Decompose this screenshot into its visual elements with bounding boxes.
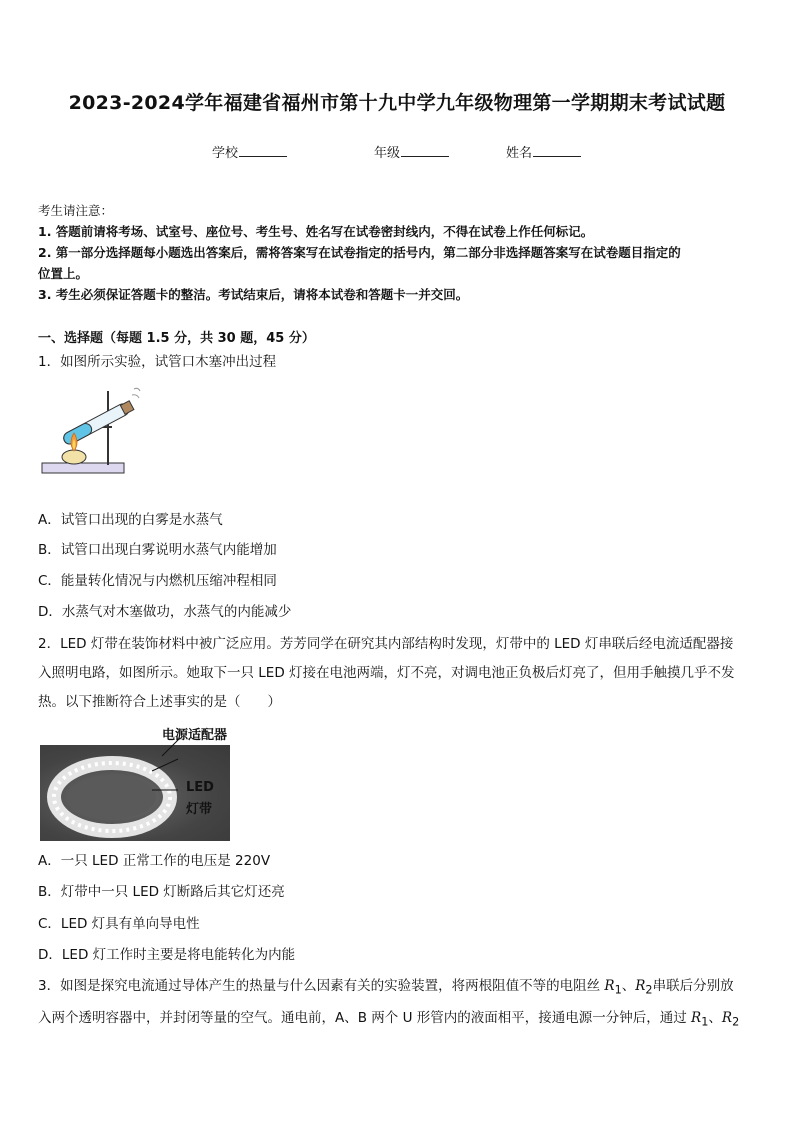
q2-stem-line-3: 热。以下推断符合上述事实的是（ ） xyxy=(38,694,281,710)
notice-item-2b: 位置上。 xyxy=(38,266,89,281)
r2-subscript: 2 xyxy=(645,983,653,997)
label-leader-lines xyxy=(40,720,236,842)
notice-block xyxy=(38,200,758,305)
q3-stem-line-2 xyxy=(38,1008,758,1033)
q2-option-a: A．一只 LED 正常工作的电压是 220V xyxy=(38,853,271,869)
q2-option-c: C．LED 灯具有单向导电性 xyxy=(38,916,200,932)
q1-option-c: C．能量转化情况与内燃机压缩冲程相同 xyxy=(38,573,277,589)
q2-option-b: B．灯带中一只 LED 灯断路后其它灯还亮 xyxy=(38,884,285,900)
name-label: 姓名 xyxy=(506,146,533,161)
r2-subscript-2: 2 xyxy=(732,1015,740,1029)
school-blank xyxy=(239,144,287,157)
r2-symbol-2: R xyxy=(721,1010,733,1026)
q2-option-d: D．LED 灯工作时主要是将电能转化为内能 xyxy=(38,947,296,963)
page-title: 2023-2024学年福建省福州市第十九中学九年级物理第一学期期末考试试题 xyxy=(68,92,726,114)
r2-symbol: R xyxy=(635,978,646,994)
school-label: 学校 xyxy=(212,146,239,161)
notice-heading: 考生请注意： xyxy=(38,203,114,218)
q1-option-a: A．试管口出现的白雾是水蒸气 xyxy=(38,512,223,528)
q2-stem-line-1: 2．LED 灯带在装饰材料中被广泛应用。芳芳同学在研究其内部结构时发现，灯带中的 LED 灯串联后经电流适配器接 xyxy=(38,636,734,652)
strip-label: 灯带 xyxy=(186,802,213,817)
q3-stem-1-post: 串联后分别放 xyxy=(652,978,734,994)
name-blank xyxy=(533,144,581,157)
q1-option-b: B．试管口出现白雾说明水蒸气内能增加 xyxy=(38,542,277,558)
grade-blank xyxy=(401,144,449,157)
grade-label: 年级 xyxy=(374,146,401,161)
adapter-label: 电源适配器 xyxy=(162,728,228,743)
name-field xyxy=(506,142,581,161)
q3-stem-1-pre: 3．如图是探究电流通过导体产生的热量与什么因素有关的实验装置，将两根阻值不等的电阻丝 xyxy=(38,978,605,994)
led-strip-figure xyxy=(40,720,236,842)
section-heading: 一、选择题（每题 1.5 分，共 30 题，45 分） xyxy=(38,331,315,346)
q3-stem-2-pre: 入两个透明容器中，并封闭等量的空气。通电前，A、B 两个 U 形管内的液面相平，接通电源一分钟后，通过 xyxy=(38,1010,692,1026)
q2-stem-line-2: 入照明电路，如图所示。她取下一只 LED 灯接在电池两端，灯不亮，对调电池正负极后灯亮了，但用手触摸几乎不发 xyxy=(38,665,735,681)
q3-stem-line-1 xyxy=(38,976,758,1001)
r1-subscript-2: 1 xyxy=(701,1015,709,1029)
r-separator: 、 xyxy=(621,978,636,994)
test-tube-figure xyxy=(38,385,142,485)
q1-stem: 1．如图所示实验，试管口木塞冲出过程 xyxy=(38,354,277,370)
r-separator-2: 、 xyxy=(708,1010,722,1026)
q2-stem xyxy=(38,630,760,717)
led-label: LED xyxy=(186,780,214,795)
r1-subscript: 1 xyxy=(614,983,622,997)
r1-symbol: R xyxy=(604,978,615,994)
notice-item-2a: 2. 第一部分选择题每小题选出答案后，需将答案写在试卷指定的括号内，第二部分非选择题答案写在试卷题目指定的 xyxy=(38,245,681,260)
grade-field xyxy=(374,142,449,161)
school-field xyxy=(212,142,287,161)
r1-symbol-2: R xyxy=(691,1010,702,1026)
q1-option-d: D．水蒸气对木塞做功，水蒸气的内能减少 xyxy=(38,604,292,620)
notice-item-1: 1. 答题前请将考场、试室号、座位号、考生号、姓名写在试卷密封线内，不得在试卷上作任何标记。 xyxy=(38,224,594,239)
notice-item-3: 3. 考生必须保证答题卡的整洁。考试结束后，请将本试卷和答题卡一并交回。 xyxy=(38,287,469,302)
